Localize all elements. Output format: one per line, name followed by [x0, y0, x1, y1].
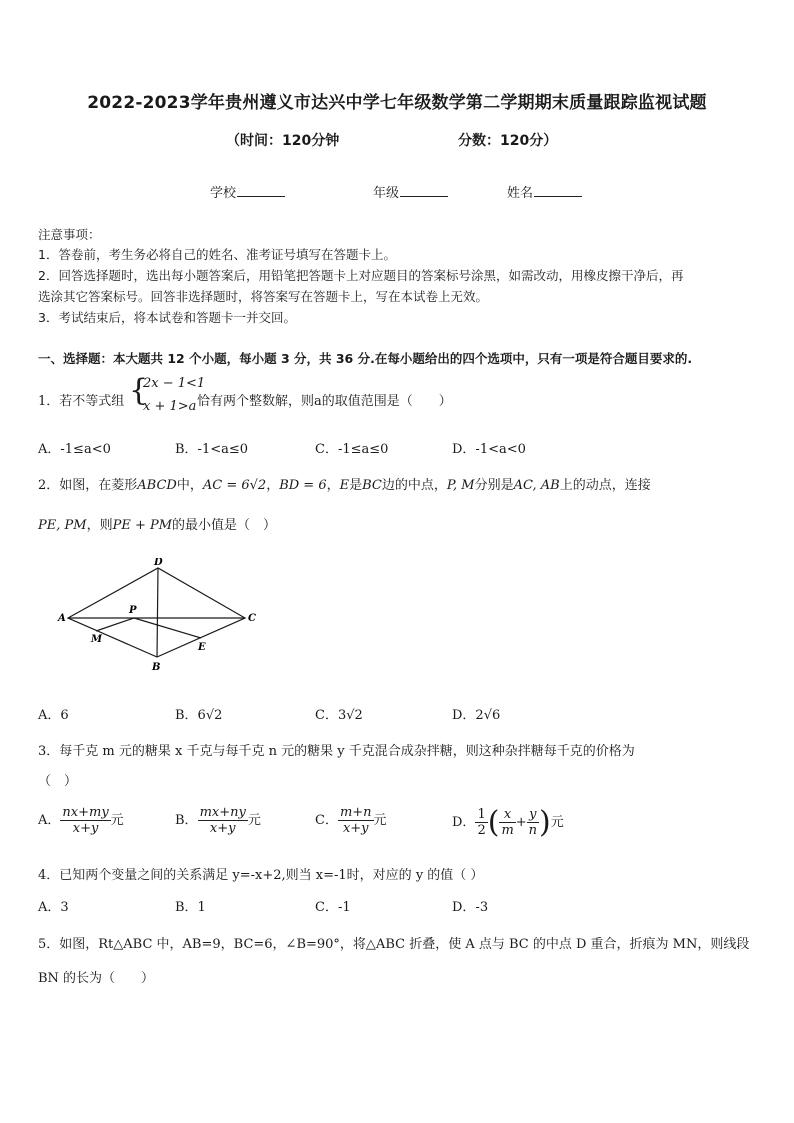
option-label: B．	[175, 813, 198, 828]
name-field[interactable]	[507, 182, 582, 201]
q2-lines-acab: AC, AB	[513, 478, 560, 493]
exam-score: 分数：120分）	[458, 133, 558, 149]
note-item: 选涂其它答案标号。回答非选择题时，将答案写在答题卡上，写在本试卷上无效。	[38, 289, 489, 304]
q5-line2: BN 的长为（ ）	[38, 971, 155, 986]
option-label: D．	[452, 815, 476, 830]
unit: 元	[247, 813, 261, 828]
q2-segments: PE, PM	[38, 518, 87, 533]
q2-line2	[38, 514, 276, 533]
denominator: x+y	[342, 821, 369, 836]
q2-point-e: E	[339, 478, 350, 493]
q2-option-c[interactable]: C．3√2	[315, 708, 363, 723]
q2-ac-length: AC = 6√2	[202, 478, 267, 493]
q1-option-a[interactable]: A．-1≤a<0	[38, 442, 111, 457]
numerator: nx+my	[62, 805, 109, 820]
unit: 元	[110, 813, 124, 828]
segment-pe	[134, 618, 201, 638]
q4-text: 4．已知两个变量之间的关系满足 y=-x+2,则当 x=-1时，对应的 y 的值（ ）	[38, 868, 484, 883]
label-m: M	[91, 634, 103, 645]
q3-c-fraction	[338, 805, 374, 836]
numerator: 1	[477, 807, 486, 822]
right-paren: )	[539, 805, 551, 840]
grade-field[interactable]	[373, 182, 448, 201]
name-label: 姓名	[507, 186, 534, 201]
q2-text: ，则	[86, 518, 113, 533]
q3-paren: （ ）	[38, 774, 78, 789]
label-e: E	[198, 642, 206, 653]
q2-option-a[interactable]: A．6	[38, 708, 69, 723]
q4-option-d[interactable]: D．-3	[452, 900, 489, 915]
q2-rhombus-name: ABCD	[137, 478, 177, 493]
q3-option-a[interactable]	[38, 805, 124, 836]
q1-suffix: 恰有两个整数解，则a的取值范围是（ ）	[197, 394, 452, 409]
numerator: y	[527, 807, 539, 823]
exam-title: 2022-2023学年贵州遵义市达兴中学七年级数学第二学期期末质量跟踪监视试题	[87, 93, 707, 113]
name-blank[interactable]	[534, 184, 582, 197]
grade-blank[interactable]	[400, 184, 448, 197]
plus-sign: +	[515, 815, 527, 830]
school-label: 学校	[210, 186, 237, 201]
q3-b-fraction	[198, 805, 248, 836]
q2-bd-length: BD = 6	[279, 478, 327, 493]
q3-text: 3．每千克 m 元的糖果 x 千克与每千克 n 元的糖果 y 千克混合成杂拌糖，则这种杂拌糖每千克的价格为	[38, 744, 635, 759]
q2-points-pm: P, M	[446, 478, 475, 493]
q2-expression: PE + PM	[112, 518, 173, 533]
q2-side-bc: BC	[362, 478, 382, 493]
q2-text: 是	[349, 478, 363, 493]
label-b: B	[152, 662, 161, 673]
unit: 元	[373, 813, 387, 828]
q4-option-c[interactable]: C．-1	[315, 900, 351, 915]
q2-text: 的最小值是（ ）	[172, 518, 277, 533]
left-paren: (	[487, 805, 500, 840]
rhombus-figure	[50, 558, 270, 678]
diagonal-bd	[157, 568, 158, 657]
denominator: 2	[477, 823, 486, 838]
q3-option-d[interactable]	[452, 805, 564, 840]
label-a: A	[58, 613, 66, 624]
section-heading: 一、选择题：本大题共 12 个小题，每小题 3 分，共 36 分.在每小题给出的四个选项中，只有一项是符合题目要求的.	[38, 351, 693, 366]
q3-d-frac-yn	[527, 807, 539, 838]
label-c: C	[248, 613, 256, 624]
q1-option-c[interactable]: C．-1≤a≤0	[315, 442, 389, 457]
q4-option-a[interactable]: A．3	[38, 900, 69, 915]
grade-label: 年级	[373, 186, 400, 201]
denominator: x+y	[72, 821, 99, 836]
numerator: x	[499, 807, 515, 823]
notes-heading: 注意事项：	[38, 227, 101, 242]
q2-text: 中，	[176, 478, 203, 493]
q5-line1: 5．如图，Rt△ABC 中，AB=9，BC=6，∠B=90°，将△ABC 折叠，使 A 点与 BC 的中点 D 重合，折痕为 MN，则线段	[38, 937, 750, 952]
q3-d-half	[475, 807, 487, 838]
q3-a-fraction	[60, 805, 110, 836]
note-item: 3．考试结束后，将本试卷和答题卡一并交回。	[38, 310, 296, 325]
denominator: n	[528, 823, 538, 838]
q4-option-b[interactable]: B．1	[175, 900, 206, 915]
q1-brace: {	[129, 373, 149, 408]
q2-line1	[38, 474, 651, 493]
q2-text: 2．如图，在菱形	[38, 478, 138, 493]
denominator: m	[501, 823, 514, 838]
q2-text: 上的动点，连接	[559, 478, 651, 493]
q1-option-b[interactable]: B．-1<a≤0	[175, 442, 249, 457]
unit: 元	[550, 815, 564, 830]
exam-time: （时间：120分钟	[226, 133, 340, 149]
q2-text: 分别是	[474, 478, 514, 493]
numerator: m+n	[339, 805, 372, 820]
segment-mp	[96, 618, 134, 631]
school-field[interactable]	[210, 182, 285, 201]
note-item: 2．回答选择题时，选出每小题答案后，用铅笔把答题卡上对应题目的答案标号涂黑，如需改动，用橡皮擦干净后，再	[38, 268, 684, 283]
q2-option-b[interactable]: B．6√2	[175, 708, 223, 723]
note-item: 1．答卷前，考生务必将自己的姓名、准考证号填写在答题卡上。	[38, 247, 396, 262]
q1-prefix: 1．若不等式组	[38, 394, 125, 409]
q1-ineq-1: 2x − 1<1	[143, 376, 206, 391]
numerator: mx+ny	[199, 805, 246, 820]
option-label: C．	[315, 813, 338, 828]
q1-option-d[interactable]: D．-1<a<0	[452, 442, 526, 457]
label-p: P	[129, 605, 137, 616]
q3-option-b[interactable]	[175, 805, 261, 836]
q1-ineq-2: x + 1>a	[143, 399, 197, 414]
q2-option-d[interactable]: D．2√6	[452, 708, 501, 723]
label-d: D	[154, 558, 163, 568]
denominator: x+y	[209, 821, 236, 836]
q3-d-frac-xm	[499, 807, 515, 838]
q3-option-c[interactable]	[315, 805, 387, 836]
q2-text: ，	[266, 478, 280, 493]
q2-text: ，	[326, 478, 340, 493]
option-label: A．	[38, 813, 61, 828]
school-blank[interactable]	[237, 184, 285, 197]
q2-text: 边的中点，	[381, 478, 447, 493]
